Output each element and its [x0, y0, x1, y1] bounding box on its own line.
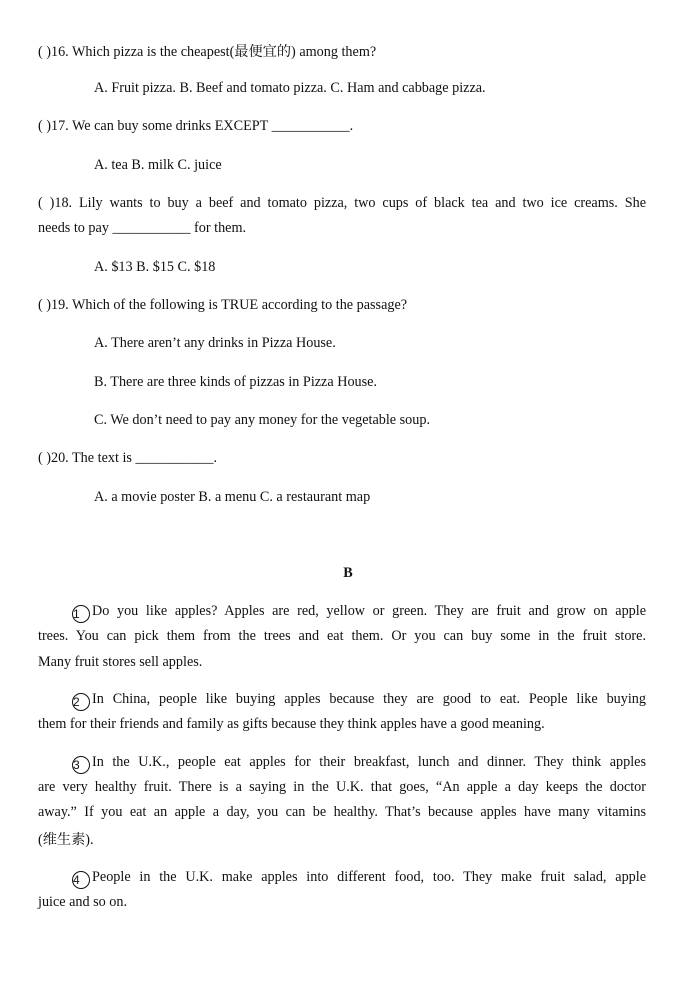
- question-19: ( )19. Which of the following is TRUE according to the passage?: [38, 297, 408, 313]
- paragraph-1-line3: Many fruit stores sell apples.: [38, 654, 203, 670]
- paragraph-number-badge: 4: [72, 871, 90, 889]
- question-17-options: A. tea B. milk C. juice: [94, 157, 222, 173]
- paragraph-text: In the U.K., people eat apples for their breakfast, lunch and dinner. They think apples: [92, 754, 646, 770]
- question-18-options: A. $13 B. $15 C. $18: [94, 259, 216, 275]
- question-20-options: A. a movie poster B. a menu C. a restaurant map: [94, 489, 371, 505]
- paragraph-3-line3: away.” If you eat an apple a day, you can be healthy. That’s because apples have many vitamins: [38, 804, 646, 820]
- question-17: ( )17. We can buy some drinks EXCEPT ___________.: [38, 118, 354, 134]
- question-19-option-a: A. There aren’t any drinks in Pizza House.: [94, 335, 336, 351]
- paragraph-text: Do you like apples? Apples are red, yellow or green. They are fruit and grow on apple: [92, 603, 646, 619]
- paragraph-1-line1: [72, 603, 646, 623]
- paragraph-4-line1: [72, 869, 646, 889]
- question-19-option-b: B. There are three kinds of pizzas in Pizza House.: [94, 374, 377, 390]
- paragraph-text: In China, people like buying apples because they are good to eat. People like buying: [92, 691, 646, 707]
- paragraph-text: People in the U.K. make apples into different food, too. They make fruit salad, apple: [92, 869, 646, 885]
- paragraph-number-badge: 1: [72, 605, 90, 623]
- paragraph-1-line2: trees. You can pick them from the trees and eat them. Or you can buy some in the fruit store.: [38, 628, 646, 644]
- question-18-line2: needs to pay ___________ for them.: [38, 220, 247, 236]
- paragraph-number-badge: 2: [72, 693, 90, 711]
- question-20: ( )20. The text is ___________.: [38, 450, 218, 466]
- paragraph-2-line2: them for their friends and family as gifts because they think apples have a good meaning.: [38, 716, 545, 732]
- question-19-option-c: C. We don’t need to pay any money for the vegetable soup.: [94, 412, 430, 428]
- question-16: ( )16. Which pizza is the cheapest(最便宜的) among them?: [38, 44, 377, 60]
- question-18-line1: ( )18. Lily wants to buy a beef and tomato pizza, two cups of black tea and two ice creams. She: [38, 195, 646, 211]
- paragraph-3-line2: are very healthy fruit. There is a saying in the U.K. that goes, “An apple a day keeps the doctor: [38, 779, 646, 795]
- paragraph-3-line1: [72, 754, 646, 774]
- paragraph-2-line1: [72, 691, 646, 711]
- question-16-options: A. Fruit pizza. B. Beef and tomato pizza. C. Ham and cabbage pizza.: [94, 80, 486, 96]
- paragraph-number-badge: 3: [72, 756, 90, 774]
- paragraph-4-line2: juice and so on.: [38, 894, 128, 910]
- paragraph-3-line4: (维生素).: [38, 832, 94, 848]
- section-heading: B: [343, 565, 353, 581]
